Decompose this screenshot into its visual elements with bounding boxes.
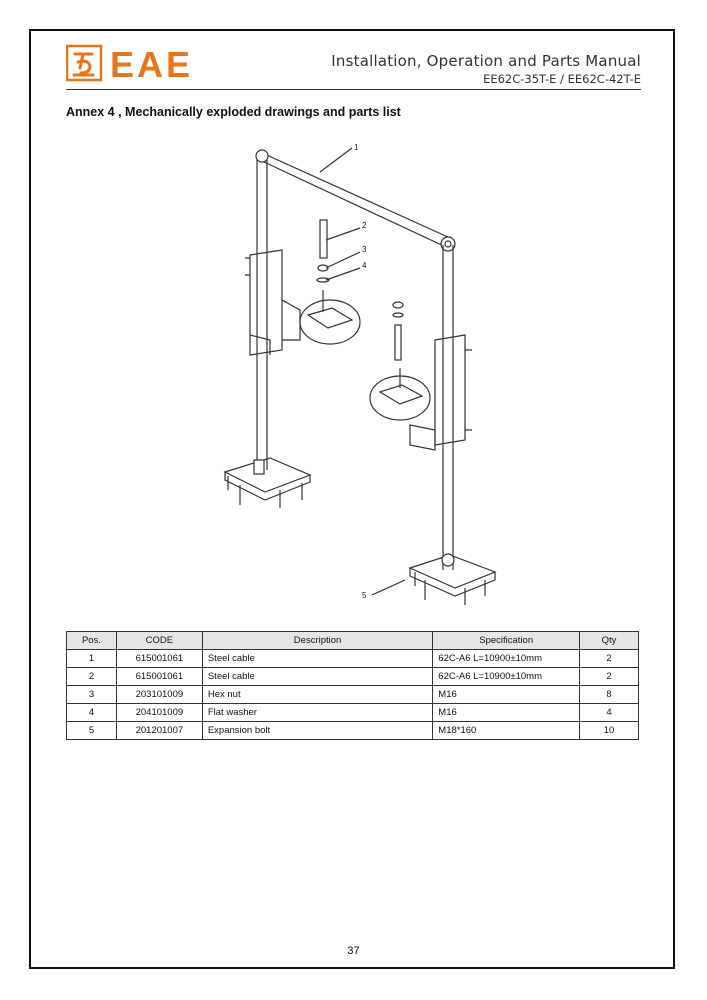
eae-logo bbox=[66, 44, 246, 84]
table-row bbox=[67, 668, 639, 686]
logo-text: EAE bbox=[110, 44, 194, 84]
callout-4: 4 bbox=[362, 261, 367, 270]
cell-description: Flat washer bbox=[202, 704, 432, 722]
annex-title: Annex 4 , Mechanically exploded drawings and parts list bbox=[66, 105, 401, 119]
table-header-row bbox=[67, 632, 639, 650]
cell-specification: M18*160 bbox=[433, 722, 580, 740]
page-number: 37 bbox=[347, 945, 360, 957]
col-pos: Pos. bbox=[67, 632, 117, 650]
cell-pos: 1 bbox=[67, 650, 117, 668]
table-row bbox=[67, 722, 639, 740]
callout-1: 1 bbox=[354, 143, 359, 152]
manual-title: Installation, Operation and Parts Manual bbox=[331, 52, 641, 70]
cell-code: 615001061 bbox=[116, 650, 202, 668]
cell-code: 201201007 bbox=[116, 722, 202, 740]
exploded-drawing bbox=[210, 140, 510, 610]
cell-qty: 2 bbox=[580, 668, 639, 686]
cell-specification: M16 bbox=[433, 704, 580, 722]
parts-table bbox=[66, 631, 639, 740]
cell-specification: 62C-A6 L=10900±10mm bbox=[433, 650, 580, 668]
col-qty: Qty bbox=[580, 632, 639, 650]
cell-pos: 5 bbox=[67, 722, 117, 740]
cell-code: 203101009 bbox=[116, 686, 202, 704]
cell-description: Hex nut bbox=[202, 686, 432, 704]
cell-qty: 8 bbox=[580, 686, 639, 704]
header-rule bbox=[66, 89, 641, 90]
model-numbers: EE62C-35T-E / EE62C-42T-E bbox=[483, 72, 641, 86]
cell-specification: 62C-A6 L=10900±10mm bbox=[433, 668, 580, 686]
cell-qty: 10 bbox=[580, 722, 639, 740]
col-specification: Specification bbox=[433, 632, 580, 650]
cell-qty: 4 bbox=[580, 704, 639, 722]
cell-code: 204101009 bbox=[116, 704, 202, 722]
cell-pos: 4 bbox=[67, 704, 117, 722]
cell-pos: 2 bbox=[67, 668, 117, 686]
col-code: CODE bbox=[116, 632, 202, 650]
table-row bbox=[67, 650, 639, 668]
table-row bbox=[67, 704, 639, 722]
cell-description: Steel cable bbox=[202, 668, 432, 686]
table-row bbox=[67, 686, 639, 704]
callout-5: 5 bbox=[362, 591, 367, 600]
cell-qty: 2 bbox=[580, 650, 639, 668]
col-description: Description bbox=[202, 632, 432, 650]
cell-pos: 3 bbox=[67, 686, 117, 704]
cell-description: Steel cable bbox=[202, 650, 432, 668]
cell-description: Expansion bolt bbox=[202, 722, 432, 740]
callout-3: 3 bbox=[362, 245, 367, 254]
callout-2: 2 bbox=[362, 221, 367, 230]
cell-code: 615001061 bbox=[116, 668, 202, 686]
cell-specification: M16 bbox=[433, 686, 580, 704]
